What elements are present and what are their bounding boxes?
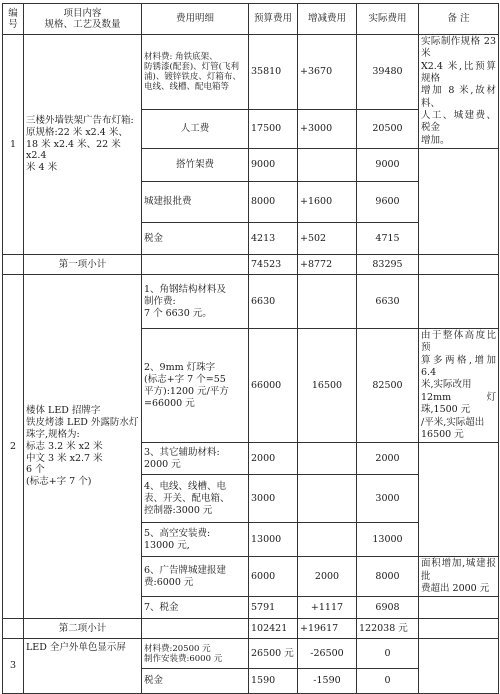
section1-remark: 实际制作规格 23 米 X2.4 米,比预算规格 增加 8 米,故材料、 人工、城建费、税金 增加。 xyxy=(419,35,499,149)
subtotal2-remark-empty xyxy=(419,619,499,639)
subtotal-row-2 xyxy=(3,619,499,639)
section1-detail-materials: 材料费: 角铁底架、 防锈漆(配套)、灯管(飞利 浦)、镀锌铁皮、灯箱布、 电线、线槽、配电箱等 xyxy=(142,35,249,110)
section2-remark-top-empty xyxy=(419,275,499,329)
section1-detail-tax: 税金 xyxy=(142,223,249,255)
subtotal2-actual: 122038 元 xyxy=(357,619,419,639)
subtotal1-no-empty xyxy=(3,255,24,275)
header-no: 编 号 xyxy=(3,4,24,35)
section2-detail-4: 4、电线、线槽、电 表、开关、配电箱、 控制器:3000 元 xyxy=(142,475,249,523)
section2-actual-6: 8000 xyxy=(357,557,419,597)
section1-budget-materials: 35810 xyxy=(249,35,298,110)
section3-no: 3 xyxy=(3,639,24,694)
subtotal2-change: +19617 xyxy=(298,619,357,639)
header-remark: 备 注 xyxy=(419,4,499,35)
section2-change-4 xyxy=(298,475,357,523)
table-row xyxy=(3,275,499,329)
section2-budget-1: 6630 xyxy=(249,275,298,329)
subtotal2-budget: 102421 xyxy=(249,619,298,639)
section1-detail-labor: 人工费 xyxy=(142,110,249,149)
section1-change-labor: +3000 xyxy=(298,110,357,149)
table-header-row xyxy=(3,4,499,35)
section1-budget-permit: 8000 xyxy=(249,182,298,223)
section1-change-scaffold xyxy=(298,149,357,182)
section1-project: 三楼外墙铁架广告布灯箱: 原规格:22 米 x2.4 米、 18 米 x2.4 米、22 米 x2.4 米 4 米 xyxy=(24,35,142,255)
section2-change-1 xyxy=(298,275,357,329)
section2-actual-4: 3000 xyxy=(357,475,419,523)
section2-no: 2 xyxy=(3,275,24,619)
header-actual: 实际费用 xyxy=(357,4,419,35)
subtotal1-change: +8772 xyxy=(298,255,357,275)
section2-detail-7: 7、税金 xyxy=(142,597,249,619)
subtotal1-actual: 83295 xyxy=(357,255,419,275)
section2-remark-a: 由于整体高度比预 算多两格,增加 6.4 米,实际改用 12mm 灯珠,1500 元 /平米,实际超出 16500 元 xyxy=(419,329,499,443)
subtotal1-detail-empty xyxy=(142,255,249,275)
section1-change-tax: +502 xyxy=(298,223,357,255)
subtotal2-label: 第二项小计 xyxy=(24,619,142,639)
header-change: 增减费用 xyxy=(298,4,357,35)
section2-remark-mid-empty xyxy=(419,443,499,557)
subtotal1-label: 第一项小计 xyxy=(24,255,142,275)
section2-budget-3: 2000 xyxy=(249,443,298,475)
section2-remark-b: 面积增加,城建报批 费超出 2000 元 xyxy=(419,557,499,597)
section2-change-5 xyxy=(298,523,357,557)
section3-change-tax: -1590 xyxy=(298,669,357,694)
section2-actual-5: 13000 xyxy=(357,523,419,557)
section2-detail-5: 5、高空安装费: 13000 元, xyxy=(142,523,249,557)
section1-detail-scaffold: 搭竹架费 xyxy=(142,149,249,182)
section2-change-3 xyxy=(298,443,357,475)
section3-remark-empty xyxy=(419,639,499,694)
section1-actual-labor: 20500 xyxy=(357,110,419,149)
section2-change-2: 16500 xyxy=(298,329,357,443)
section1-change-materials: +3670 xyxy=(298,35,357,110)
section1-remark-empty xyxy=(419,149,499,255)
section3-detail-tax: 税金 xyxy=(142,669,249,694)
section3-budget-tax: 1590 xyxy=(249,669,298,694)
section3-actual-materials: 0 xyxy=(357,639,419,669)
section1-budget-tax: 4213 xyxy=(249,223,298,255)
section2-actual-3: 2000 xyxy=(357,443,419,475)
subtotal2-no-empty xyxy=(3,619,24,639)
header-detail: 费用明细 xyxy=(142,4,249,35)
section2-detail-6: 6、广告牌城建报建 费:6000 元 xyxy=(142,557,249,597)
header-project: 项目内容 规格、工艺及数量 xyxy=(24,4,142,35)
section1-budget-scaffold: 9000 xyxy=(249,149,298,182)
table-row xyxy=(3,639,499,669)
section1-actual-materials: 39480 xyxy=(357,35,419,110)
section2-budget-6: 6000 xyxy=(249,557,298,597)
section2-actual-2: 82500 xyxy=(357,329,419,443)
section1-detail-permit: 城建报批费 xyxy=(142,182,249,223)
section2-detail-1: 1、角钢结构材料及 制作费: 7 个 6630 元。 xyxy=(142,275,249,329)
section2-actual-1: 6630 xyxy=(357,275,419,329)
section1-budget-labor: 17500 xyxy=(249,110,298,149)
section2-detail-3: 3、其它辅助材料: 2000 元 xyxy=(142,443,249,475)
table-row xyxy=(3,35,499,110)
section1-actual-tax: 4715 xyxy=(357,223,419,255)
section2-project: 楼体 LED 招牌字 铁皮烤漆 LED 外露防水灯 珠字,规格为: 标志 3.2 米 x2 米 中文 3 米 x2.7 米 6 个 (标志+字 7 个) xyxy=(24,275,142,619)
section3-change-materials: -26500 xyxy=(298,639,357,669)
subtotal1-budget: 74523 xyxy=(249,255,298,275)
section1-no: 1 xyxy=(3,35,24,255)
section1-actual-permit: 9600 xyxy=(357,182,419,223)
subtotal2-detail-empty xyxy=(142,619,249,639)
section2-budget-7: 5791 xyxy=(249,597,298,619)
section2-change-6: 2000 xyxy=(298,557,357,597)
section3-actual-tax: 0 xyxy=(357,669,419,694)
section2-budget-4: 3000 xyxy=(249,475,298,523)
expense-table xyxy=(2,3,499,694)
section3-budget-materials: 26500 元 xyxy=(249,639,298,669)
section2-budget-2: 66000 xyxy=(249,329,298,443)
subtotal1-remark-empty xyxy=(419,255,499,275)
section2-change-7: +1117 xyxy=(298,597,357,619)
section3-detail-materials: 材料费:20500 元 制作安装费:6000 元 xyxy=(142,639,249,669)
section1-actual-scaffold: 9000 xyxy=(357,149,419,182)
section2-actual-7: 6908 xyxy=(357,597,419,619)
section3-project: LED 全户外单色显示屏 xyxy=(24,639,142,694)
header-budget: 预算费用 xyxy=(249,4,298,35)
section1-change-permit: +1600 xyxy=(298,182,357,223)
subtotal-row-1 xyxy=(3,255,499,275)
section2-budget-5: 13000 xyxy=(249,523,298,557)
section2-detail-2: 2、9mm 灯珠字 (标志+字 7 个=55 平方):1200 元/平方 =66000 元 xyxy=(142,329,249,443)
